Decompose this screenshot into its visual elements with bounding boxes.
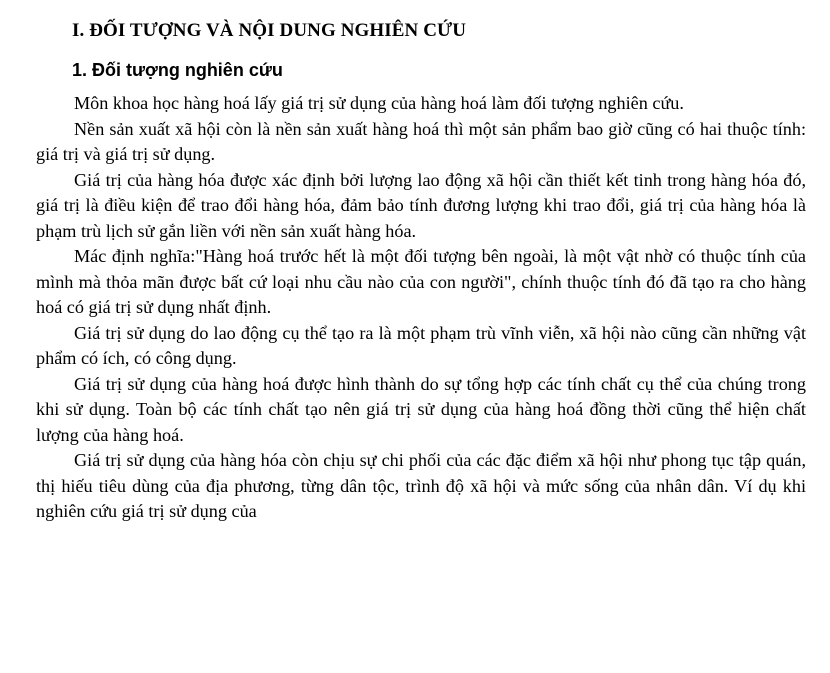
section-title: I. ĐỐI TƯỢNG VÀ NỘI DUNG NGHIÊN CỨU [72, 20, 467, 41]
paragraph-7: Giá trị sử dụng của hàng hóa còn chịu sự chi phối của các đặc điểm xã hội như phong tục tập quán, thị hiếu tiêu dùng của địa phương, từng dân tộc, trình độ xã hội và mức sống của nhân dân. Ví dụ khi nghiên cứu giá trị sử dụng của [36, 450, 806, 521]
subsection-title: 1. Đối tượng nghiên cứu [72, 60, 283, 80]
paragraph-3: Giá trị của hàng hóa được xác định bởi lượng lao động xã hội cần thiết kết tinh trong hàng hóa đó, giá trị là điều kiện để trao đổi hàng hóa, đảm bảo tính đương lượng khi trao đổi, giá trị của hàng hóa là phạm trù lịch sử gắn liền với nền sản xuất hàng hóa. [36, 169, 806, 241]
paragraph-5: Giá trị sử dụng do lao động cụ thể tạo ra là một phạm trù vĩnh viễn, xã hội nào cũng cần những vật phẩm có ích, có công dụng. [36, 322, 806, 368]
paragraph-6: Giá trị sử dụng của hàng hoá được hình thành do sự tổng hợp các tính chất cụ thể của chúng trong khi sử dụng. Toàn bộ các tính chất tạo nên giá trị sử dụng của hàng hoá đồng thời cũng thể hiện chất lượng của hàng hoá. [36, 373, 806, 445]
paragraph-4: Mác định nghĩa:"Hàng hoá trước hết là một đối tượng bên ngoài, là một vật nhờ có thuộc tính của mình mà thỏa mãn được bất cứ loại nhu cầu nào của con người", chính thuộc tính đó đã tạo ra cho hàng hoá có giá trị sử dụng nhất định. [36, 246, 806, 317]
paragraph-1: Môn khoa học hàng hoá lấy giá trị sử dụng của hàng hoá làm đối tượng nghiên cứu. [74, 93, 684, 113]
paragraph-2: Nền sản xuất xã hội còn là nền sản xuất hàng hoá thì một sản phẩm bao giờ cũng có hai thuộc tính: giá trị và giá trị sử dụng. [36, 118, 806, 164]
